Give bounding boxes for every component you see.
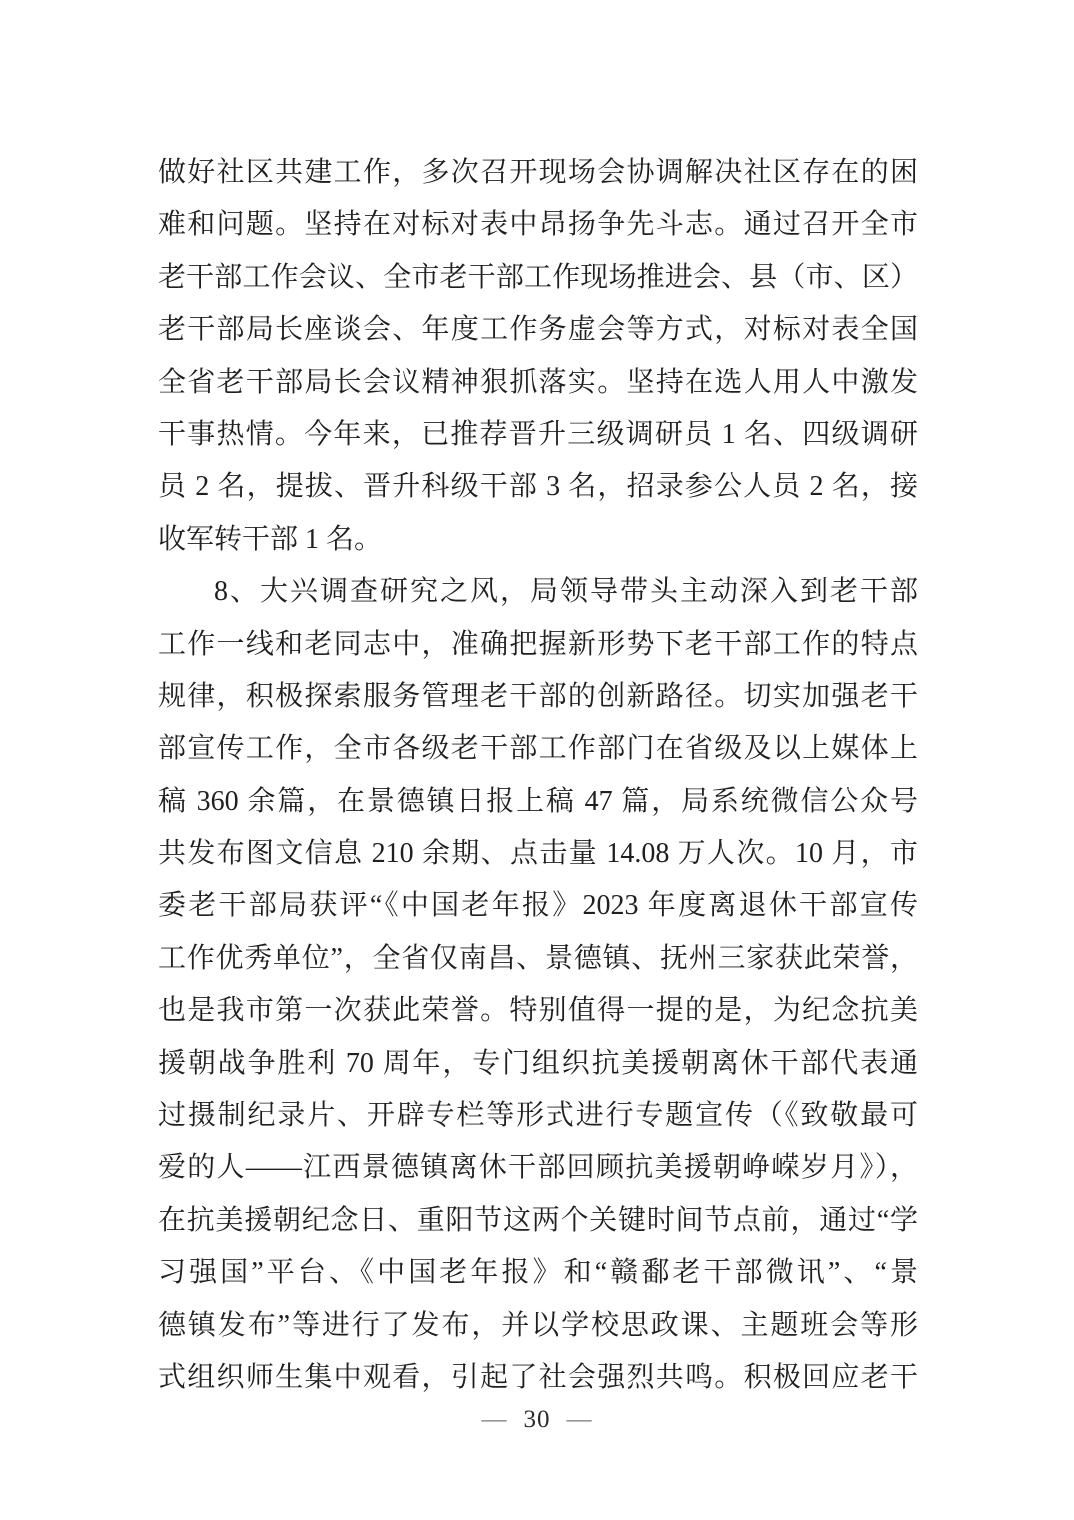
text-line: 也是我市第一次获此荣誉。特别值得一提的是，为纪念抗美 <box>158 995 918 1027</box>
text-line: 工作优秀单位”，全省仅南昌、景德镇、抚州三家获此荣誉， <box>158 942 918 974</box>
text-line: 爱的人——江西景德镇离休干部回顾抗美援朝峥嵘岁月》）， <box>158 1152 918 1184</box>
text-line: 全省老干部局长会议精神狠抓落实。坚持在选人用人中激发 <box>158 366 918 398</box>
text-line: 员 2 名，提拔、晋升科级干部 3 名，招录参公人员 2 名，接 <box>158 471 918 503</box>
text-line: 老干部局长座谈会、年度工作务虚会等方式，对标对表全国 <box>158 314 918 346</box>
text-line: 老干部工作会议、全市老干部工作现场推进会、县（市、区） <box>158 261 918 293</box>
text-line: 在抗美援朝纪念日、重阳节这两个关键时间节点前，通过“学 <box>158 1204 918 1236</box>
text-line: 干事热情。今年来，已推荐晋升三级调研员 1 名、四级调研 <box>158 418 918 450</box>
text-line: 委老干部局获评“《中国老年报》2023 年度离退休干部宣传 <box>158 890 918 922</box>
text-line: 式组织师生集中观看，引起了社会强烈共鸣。积极回应老干 <box>158 1361 918 1393</box>
page-footer <box>0 1406 1074 1434</box>
text-line: 工作一线和老同志中，准确把握新形势下老干部工作的特点 <box>158 628 918 660</box>
text-line: 习强国”平台、《中国老年报》和“赣鄱老干部微讯”、“景 <box>158 1257 918 1289</box>
page-number: 30 <box>523 1406 551 1433</box>
text-line: 部宣传工作，全市各级老干部工作部门在省级及以上媒体上 <box>158 733 918 765</box>
text-line: 做好社区共建工作，多次召开现场会协调解决社区存在的困 <box>158 157 918 188</box>
text-line: 过摄制纪录片、开辟专栏等形式进行专题宣传（《致敬最可 <box>158 1100 918 1132</box>
text-line: 稿 360 余篇，在景德镇日报上稿 47 篇，局系统微信公众号 <box>158 785 918 817</box>
text-line: 德镇发布”等进行了发布，并以学校思政课、主题班会等形 <box>158 1309 918 1341</box>
text-line: 收军转干部 1 名。 <box>158 523 383 555</box>
text-line: 共发布图文信息 210 余期、点击量 14.08 万人次。10 月，市 <box>158 838 918 870</box>
document-body <box>158 147 918 1404</box>
text-line: 8、大兴调查研究之风，局领导带头主动深入到老干部 <box>214 576 918 608</box>
text-line: 难和问题。坚持在对标对表中昂扬争先斗志。通过召开全市 <box>158 209 918 241</box>
page-number-dash-left: — <box>481 1406 508 1433</box>
text-line: 援朝战争胜利 70 周年，专门组织抗美援朝离休干部代表通 <box>158 1047 918 1079</box>
page-number-dash-right: — <box>566 1406 593 1433</box>
text-line: 规律，积极探索服务管理老干部的创新路径。切实加强老干 <box>158 680 918 712</box>
